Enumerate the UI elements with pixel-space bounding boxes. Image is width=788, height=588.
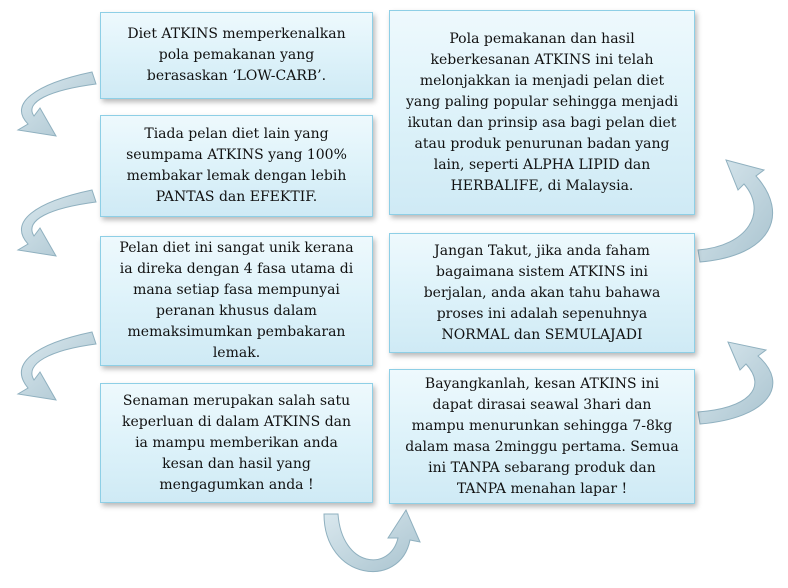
step-text: Tiada pelan diet lain yang seumpama ATKINS yang 100% membakar lemak dengan lebih PANTAS dan EFEKTIF. xyxy=(126,126,347,205)
step-text: Diet ATKINS memperkenalkan pola pemakanan yang berasaskan ‘LOW-CARB’. xyxy=(127,26,346,84)
step-box-results xyxy=(389,369,695,504)
step-text: Bayangkanlah, kesan ATKINS ini dapat dirasai seawal 3hari dan mampu menurunkan sehingga 7-8kg dalam masa 2minggu pertama. Semua ini TANPA sebarang produk dan TANPA menahan lapar ! xyxy=(405,375,679,497)
curved-arrow-right-1 xyxy=(698,342,773,424)
step-box-dont-fear xyxy=(389,233,695,353)
step-text: Pola pemakanan dan hasil keberkesanan ATKINS ini telah melonjakkan ia menjadi pelan diet yang paling popular sehingga menjadi ikutan dan prinsip asa bagi pelan diet atau produk penurunan badan yang lain, seperti ALPHA LIPID dan HERBALIFE, di Malaysia. xyxy=(405,30,679,194)
step-text: Pelan diet ini sangat unik kerana ia direka dengan 4 fasa utama di mana setiap fasa mempunyai peranan khusus dalam memaksimumkan pembakaran lemak. xyxy=(119,240,354,361)
curved-arrow-left-1 xyxy=(18,72,96,136)
curved-arrow-left-2 xyxy=(18,190,96,256)
step-text: Jangan Takut, jika anda faham bagaimana sistem ATKINS ini berjalan, anda akan tahu bahawa proses ini adalah sepenuhnya NORMAL dan SEMULAJADI xyxy=(423,242,661,343)
step-text: Senaman merupakan salah satu keperluan di dalam ATKINS dan ia mampu memberikan anda kesan dan hasil yang mengagumkan anda ! xyxy=(121,392,352,493)
curved-arrow-left-3 xyxy=(18,332,96,400)
step-box-four-phases xyxy=(100,236,373,366)
step-box-atkins-intro xyxy=(100,12,373,99)
step-box-popularity xyxy=(389,10,695,215)
curved-arrow-bottom xyxy=(324,510,420,572)
step-box-exercise xyxy=(100,383,373,503)
step-box-fat-burning xyxy=(100,115,373,217)
curved-arrow-right-2 xyxy=(698,160,773,262)
